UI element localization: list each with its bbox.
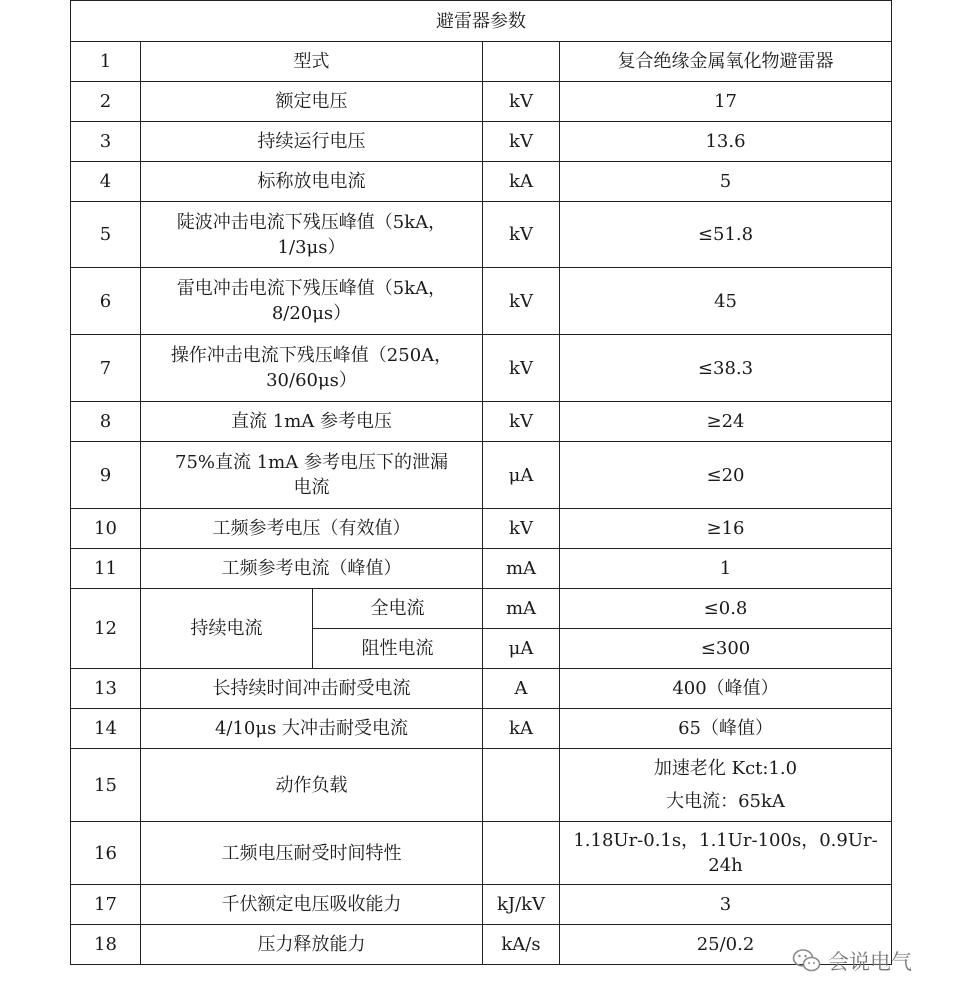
unit <box>483 42 560 82</box>
table-title: 避雷器参数 <box>71 1 892 42</box>
unit: μA <box>483 442 560 509</box>
table-row <box>71 549 892 589</box>
value <box>560 822 892 885</box>
table-title-row <box>71 1 892 42</box>
value: ≤300 <box>560 629 892 669</box>
row-number: 1 <box>71 42 141 82</box>
value-line: 加速老化 Kct:1.0 <box>653 758 798 779</box>
parameter-name: 千伏额定电压吸收能力 <box>141 885 483 925</box>
value-line: 24h <box>708 855 743 876</box>
unit <box>483 749 560 822</box>
table-row <box>71 822 892 885</box>
parameter-name: 工频参考电压（有效值） <box>141 509 483 549</box>
row-number: 8 <box>71 402 141 442</box>
parameter-name: 动作负载 <box>141 749 483 822</box>
table-row <box>71 442 892 509</box>
table-row <box>71 509 892 549</box>
arrester-parameter-table <box>70 0 892 965</box>
row-number: 5 <box>71 202 141 268</box>
parameter-name: 4/10μs 大冲击耐受电流 <box>141 709 483 749</box>
parameter-line: 8/20μs） <box>271 303 352 324</box>
table-row <box>71 749 892 822</box>
row-number: 18 <box>71 925 141 965</box>
parameter-name: 工频参考电流（峰值） <box>141 549 483 589</box>
value: 45 <box>560 268 892 335</box>
row-number: 7 <box>71 335 141 402</box>
unit: μA <box>483 629 560 669</box>
unit: mA <box>483 589 560 629</box>
row-number: 15 <box>71 749 141 822</box>
unit: kA <box>483 709 560 749</box>
row-number: 9 <box>71 442 141 509</box>
row-number: 14 <box>71 709 141 749</box>
row-number: 13 <box>71 669 141 709</box>
row-number: 10 <box>71 509 141 549</box>
parameter-name: 型式 <box>141 42 483 82</box>
unit: A <box>483 669 560 709</box>
row-number: 17 <box>71 885 141 925</box>
parameter-name: 持续运行电压 <box>141 122 483 162</box>
parameter-name <box>141 202 483 268</box>
unit: kV <box>483 122 560 162</box>
value: ≤38.3 <box>560 335 892 402</box>
parameter-line: 雷电冲击电流下残压峰值（5kA， <box>176 278 447 299</box>
table-row <box>71 589 892 629</box>
unit: kV <box>483 82 560 122</box>
parameter-name: 额定电压 <box>141 82 483 122</box>
wechat-icon <box>792 948 822 974</box>
value: 复合绝缘金属氧化物避雷器 <box>560 42 892 82</box>
parameter-line: 75%直流 1mA 参考电压下的泄漏 <box>175 452 448 473</box>
value: 17 <box>560 82 892 122</box>
unit: kV <box>483 402 560 442</box>
sub-parameter-name: 阻性电流 <box>313 629 483 669</box>
row-number: 4 <box>71 162 141 202</box>
parameter-line: 30/60μs） <box>266 370 357 391</box>
value: 400（峰值） <box>560 669 892 709</box>
table-row <box>71 42 892 82</box>
unit: kV <box>483 509 560 549</box>
table-row <box>71 669 892 709</box>
unit: kV <box>483 335 560 402</box>
table-row <box>71 335 892 402</box>
row-number: 11 <box>71 549 141 589</box>
sub-parameter-name: 全电流 <box>313 589 483 629</box>
parameter-name: 压力释放能力 <box>141 925 483 965</box>
table-row <box>71 885 892 925</box>
parameter-line: 操作冲击电流下残压峰值（250A， <box>170 345 453 366</box>
value: 1 <box>560 549 892 589</box>
parameter-name: 持续电流 <box>141 589 313 669</box>
table-row <box>71 268 892 335</box>
value-line: 大电流：65kA <box>666 791 785 812</box>
parameter-name <box>141 335 483 402</box>
value: 25/0.2 <box>560 925 892 965</box>
value: ≥24 <box>560 402 892 442</box>
table-row <box>71 122 892 162</box>
value: 3 <box>560 885 892 925</box>
row-number: 12 <box>71 589 141 669</box>
parameter-name: 标称放电电流 <box>141 162 483 202</box>
row-number: 16 <box>71 822 141 885</box>
unit: mA <box>483 549 560 589</box>
unit: kA/s <box>483 925 560 965</box>
unit <box>483 822 560 885</box>
value: 13.6 <box>560 122 892 162</box>
table-row <box>71 162 892 202</box>
unit: kA <box>483 162 560 202</box>
unit: kV <box>483 268 560 335</box>
value <box>560 749 892 822</box>
parameter-line: 电流 <box>293 477 330 498</box>
table-row <box>71 709 892 749</box>
unit: kJ/kV <box>483 885 560 925</box>
table-row <box>71 202 892 268</box>
parameter-name <box>141 442 483 509</box>
row-number: 6 <box>71 268 141 335</box>
watermark-text: 会说电气 <box>828 950 912 974</box>
parameter-name: 长持续时间冲击耐受电流 <box>141 669 483 709</box>
table-row <box>71 925 892 965</box>
value: 5 <box>560 162 892 202</box>
parameter-name: 工频电压耐受时间特性 <box>141 822 483 885</box>
value: ≥16 <box>560 509 892 549</box>
table-row <box>71 402 892 442</box>
watermark <box>792 946 912 976</box>
parameter-line: 1/3μs） <box>277 236 346 258</box>
value-line: 1.18Ur-0.1s，1.1Ur-100s，0.9Ur- <box>573 830 878 851</box>
row-number: 2 <box>71 82 141 122</box>
value: 65（峰值） <box>560 709 892 749</box>
value: ≤20 <box>560 442 892 509</box>
parameter-name <box>141 268 483 335</box>
row-number: 3 <box>71 122 141 162</box>
parameter-name: 直流 1mA 参考电压 <box>141 402 483 442</box>
value: ≤0.8 <box>560 589 892 629</box>
parameter-line: 陡波冲击电流下残压峰值（5kA， <box>176 211 447 233</box>
table-row <box>71 82 892 122</box>
unit: kV <box>483 202 560 268</box>
value: ≤51.8 <box>560 202 892 268</box>
